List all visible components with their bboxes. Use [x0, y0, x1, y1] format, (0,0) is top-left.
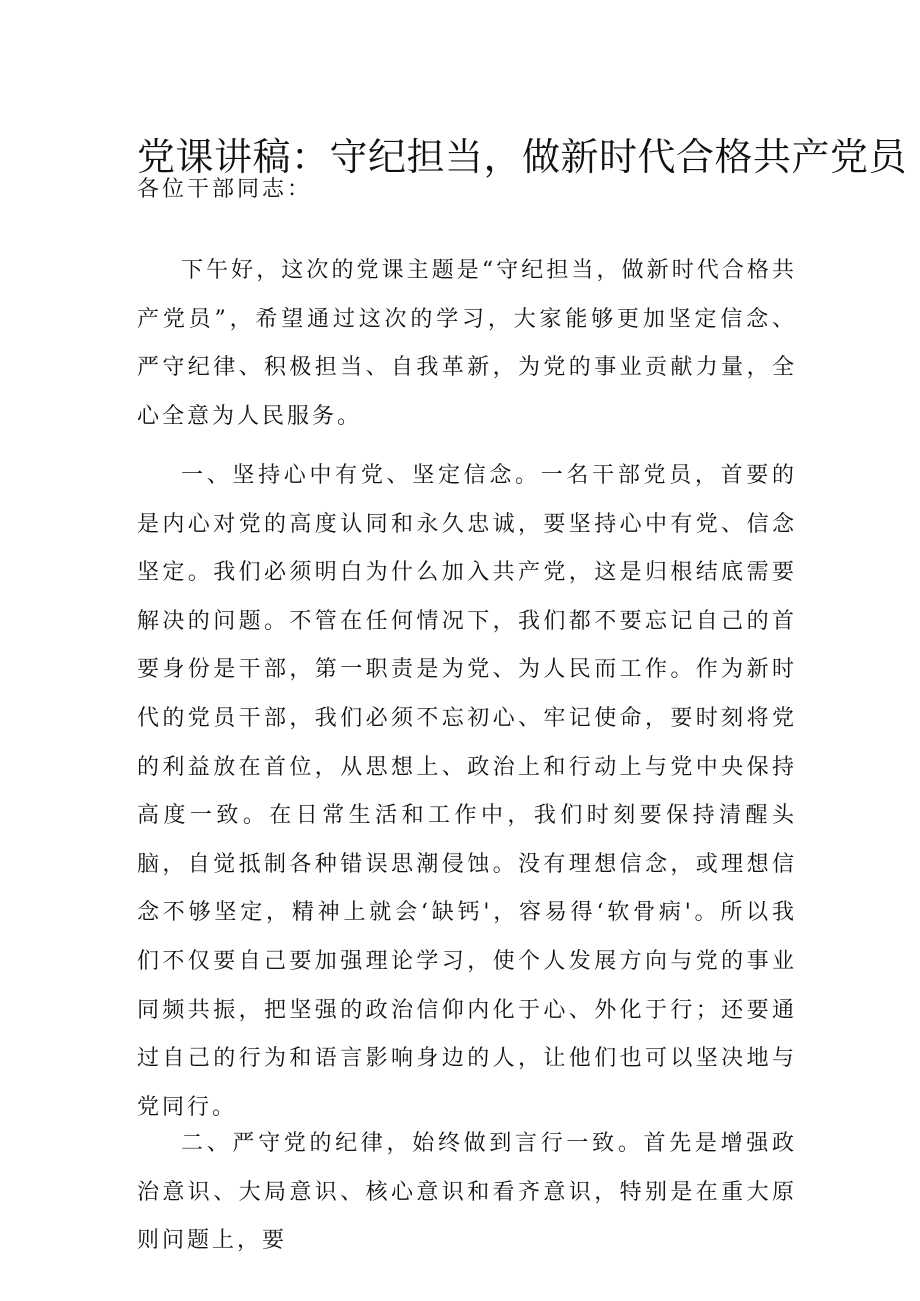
paragraph-greeting: 下午好，这次的党课主题是“守纪担当，做新时代合格共产党员”，希望通过这次的学习，大家能够更加坚定信念、严守纪律、积极担当、自我革新，为党的事业贡献力量，全心全意为人民服务。: [137, 258, 797, 429]
salutation: 各位干部同志：: [137, 177, 313, 202]
paragraph-section-one: 一、坚持心中有党、坚定信念。一名干部党员，首要的是内心对党的高度认同和永久忠诚，要坚持心中有党、信念坚定。我们必须明白为什么加入共产党，这是归根结底需要解决的问题。不管在任何情况下，我们都不要忘记自己的首要身份是干部，第一职责是为党、为人民而工作。作为新时代的党员干部，我们必须不忘初心、牢记使命，要时刻将党的利益放在首位，从思想上、政治上和行动上与党中央保持高度一致。在日常生活和工作中，我们时刻要保持清醒头脑，自觉抵制各种错误思潮侵蚀。没有理想信念，或理想信念不够坚定，精神上就会‘缺钙'，容易得‘软骨病'。所以我们不仅要自己要加强理论学习，使个人发展方向与党的事业同频共振，把坚强的政治信仰内化于心、外化于行；还要通过自己的行为和语言影响身边的人，让他们也可以坚决地与党同行。: [137, 463, 797, 1120]
paragraph-section-two: 二、严守党的纪律，始终做到言行一致。首先是增强政治意识、大局意识、核心意识和看齐意识，特别是在重大原则问题上，要: [137, 1131, 797, 1254]
document-title: 党课讲稿：守纪担当，做新时代合格共产党员: [137, 135, 908, 179]
